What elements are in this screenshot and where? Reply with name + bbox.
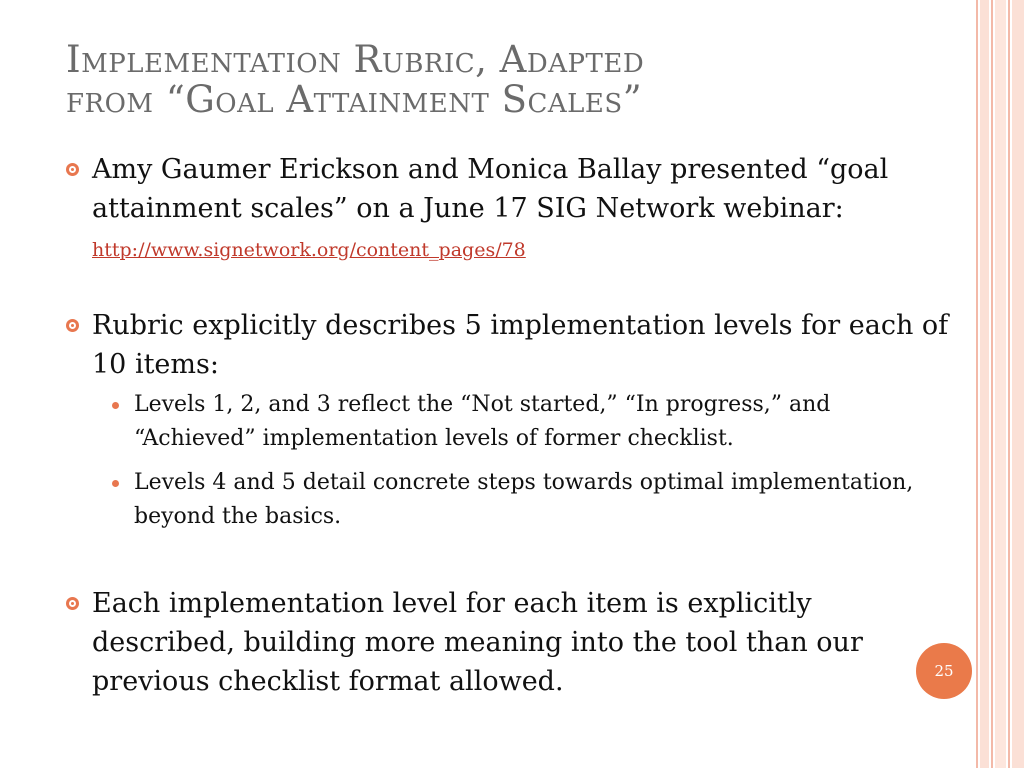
- page-number-badge: 25: [916, 643, 972, 699]
- slide-content: [66, 150, 956, 701]
- sub-bullet-icon: [112, 480, 119, 487]
- sub-bullet-text: Levels 4 and 5 detail concrete steps towards optimal implementation, beyond the basics.: [134, 470, 914, 529]
- decor-stripe: [1012, 0, 1024, 768]
- bullet-icon: [66, 597, 79, 610]
- sub-bullet-text: Levels 1, 2, and 3 reflect the “Not started,” “In progress,” and “Achieved” implementation levels of former checklist.: [134, 392, 831, 451]
- decor-stripe: [995, 0, 1006, 768]
- title-line-1: Implementation Rubric, Adapted: [66, 38, 645, 81]
- bullet-item: [66, 150, 956, 270]
- webinar-link[interactable]: http://www.signetwork.org/content_pages/78: [92, 239, 526, 261]
- bullet-item: [66, 584, 942, 701]
- title-line-2: from “Goal Attainment Scales”: [66, 78, 643, 121]
- bullet-icon: [66, 319, 79, 332]
- slide-title: [66, 40, 946, 120]
- bullet-item: [66, 306, 956, 384]
- bullet-text: Amy Gaumer Erickson and Monica Ballay presented “goal attainment scales” on a June 17 SIG Network webinar:: [92, 154, 889, 224]
- decor-stripe: [976, 0, 978, 768]
- decor-stripe: [980, 0, 989, 768]
- sub-bullet-icon: [112, 402, 119, 409]
- decor-stripe: [991, 0, 993, 768]
- sub-bullet-item: [66, 466, 956, 534]
- bullet-text: Rubric explicitly describes 5 implementation levels for each of 10 items:: [92, 310, 949, 380]
- sub-bullet-item: [66, 388, 956, 456]
- decor-stripe: [1008, 0, 1010, 768]
- bullet-text: Each implementation level for each item is explicitly described, building more meaning into the tool than our previous checklist format allowed.: [92, 588, 863, 697]
- bullet-icon: [66, 163, 79, 176]
